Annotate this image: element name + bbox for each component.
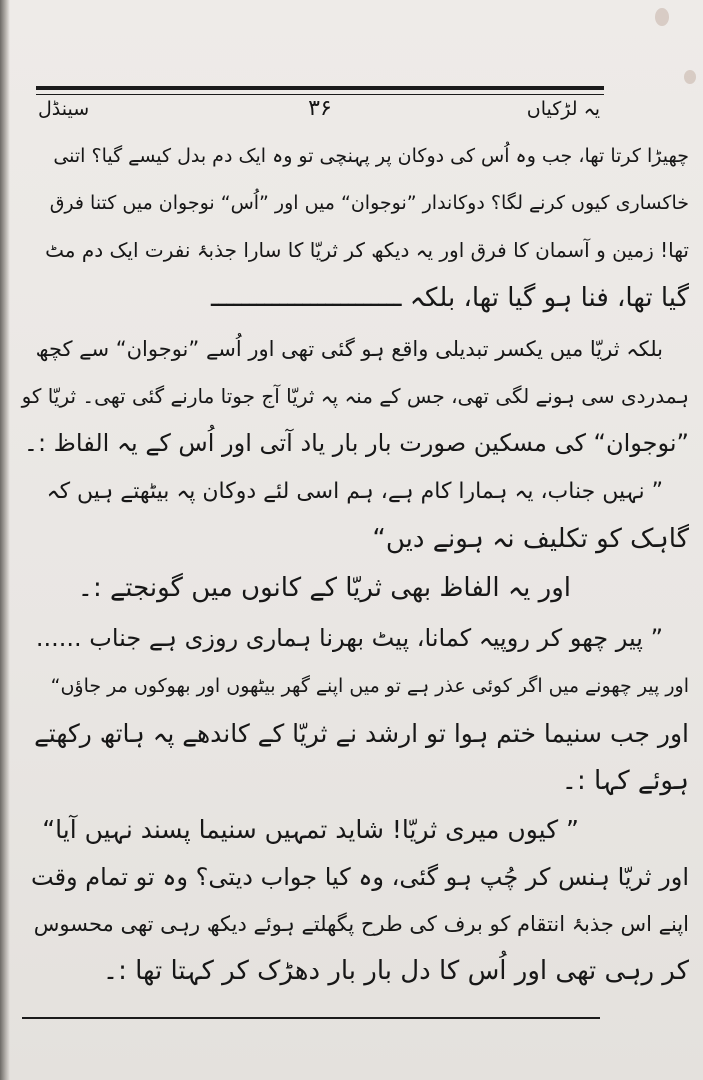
text-line: کر رہی تھی اور اُس کا دل بار بار دھڑک کر کہتا تھا :۔ <box>102 956 689 986</box>
text-line: خاکساری کیوں کرنے لگا؟ دوکاندار ”نوجوان“ میں اور ”اُس“ نوجوان میں کتنا فرق <box>49 192 689 214</box>
text-line: ” کیوں میری ثریّا! شاید تمہیں سنیما پسند نہیں آیا“ <box>42 815 579 844</box>
text-line: گیا تھا، فنا ہو گیا تھا، بلکہ ـــــــــــــــــــــــــ <box>211 283 689 313</box>
text-line: چھیڑا کرتا تھا، جب وہ اُس کی دوکان پر پہنچی تو وہ ایک دم بدل کیسے گیا؟ اتنی <box>53 145 689 167</box>
text-line: ” پیر چھو کر روپیہ کمانا، پیٹ بھرنا ہماری روزی ہے جناب ...... <box>35 624 663 652</box>
text-line: گاہک کو تکلیف نہ ہونے دیں“ <box>372 524 689 554</box>
text-line: بلکہ ثریّا میں یکسر تبدیلی واقع ہو گئی تھی اور اُسے ”نوجوان“ سے کچھ <box>35 337 663 361</box>
text-line: ہمدردی سی ہونے لگی تھی، جس کے منہ پہ ثریّا آج جوتا مارنے گئی تھی۔ ثریّا کو <box>21 384 689 408</box>
paper-stain <box>684 70 696 84</box>
book-title: یہ لڑکیاں <box>526 98 600 120</box>
chapter-title: سینڈل <box>38 98 90 120</box>
footer-rule <box>22 1017 600 1019</box>
text-line: اور پیر چھونے میں اگر کوئی عذر ہے تو میں اپنے گھر بیٹھوں اور بھوکوں مر جاؤں“ <box>50 675 689 697</box>
page-number: ۳۶ <box>308 96 332 121</box>
header-rule-thin <box>36 94 604 95</box>
text-line: تھا! زمین و آسمان کا فرق اور یہ دیکھ کر ثریّا کا سارا جذبۂ نفرت ایک دم مٹ <box>45 238 689 262</box>
text-line: اور یہ الفاظ بھی ثریّا کے کانوں میں گونجتے :۔ <box>77 573 571 603</box>
page-body <box>22 136 689 996</box>
text-line: اپنے اس جذبۂ انتقام کو برف کی طرح پگھلتے ہوئے دیکھ رہی تھی محسوس <box>33 912 689 936</box>
text-line: ہوئے کہا :۔ <box>561 766 689 796</box>
text-line: ” نہیں جناب، یہ ہمارا کام ہے، ہم اسی لئے دوکان پہ بیٹھتے ہیں کہ <box>46 479 663 504</box>
paper-stain <box>655 8 669 26</box>
text-line: اور جب سنیما ختم ہوا تو ارشد نے ثریّا کے کاندھے پہ ہاتھ رکھتے <box>34 719 689 748</box>
binding-shadow <box>0 0 10 1080</box>
header-rule-thick <box>36 86 604 90</box>
text-line: اور ثریّا ہنس کر چُپ ہو گئی، وہ کیا جواب دیتی؟ وہ تو تمام وقت <box>31 863 689 891</box>
text-line: ”نوجوان“ کی مسکین صورت بار بار یاد آتی اور اُس کے یہ الفاظ :۔ <box>23 429 689 457</box>
running-header <box>36 96 604 130</box>
